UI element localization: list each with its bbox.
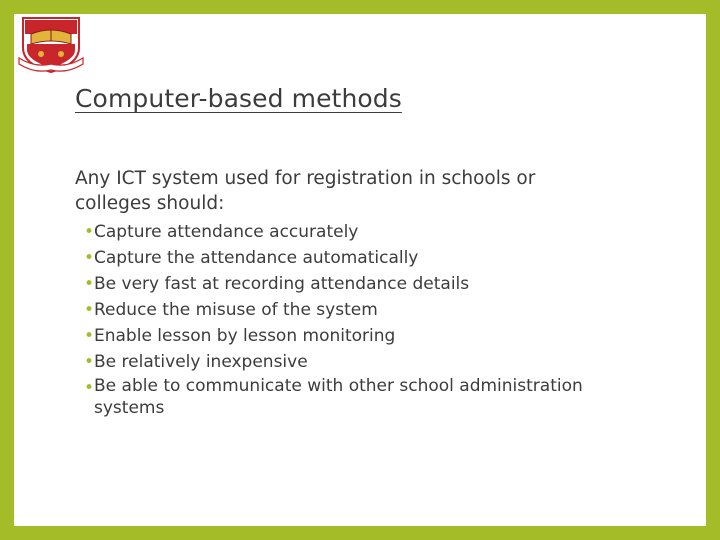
bullet-icon: • [84,248,95,268]
bullet-icon: • [84,378,95,398]
bullet-icon: • [84,352,95,372]
slide-title: Computer-based methods [75,84,402,113]
bullet-icon: • [84,274,95,294]
list-item [84,271,644,297]
bullet-list [84,219,644,419]
list-item-text: Be very fast at recording attendance details [94,274,470,294]
list-item-text: Be able to communicate with other school administration systems [94,376,583,418]
school-crest-icon [17,14,85,74]
list-item [84,297,644,323]
bullet-icon: • [84,300,95,320]
list-item-text: Enable lesson by lesson monitoring [94,326,396,346]
list-item [84,349,644,375]
bullet-icon: • [84,326,95,346]
list-item-text: Capture attendance accurately [94,222,359,242]
slide [14,14,706,526]
intro-text: Any ICT system used for registration in schools or colleges should: [75,168,536,214]
bullet-icon: • [84,222,95,242]
list-item [84,375,644,419]
list-item [84,323,644,349]
list-item [84,245,644,271]
list-item-text: Capture the attendance automatically [94,248,419,268]
list-item-text: Reduce the misuse of the system [94,300,378,320]
list-item-text: Be relatively inexpensive [94,352,308,372]
list-item [84,219,644,245]
